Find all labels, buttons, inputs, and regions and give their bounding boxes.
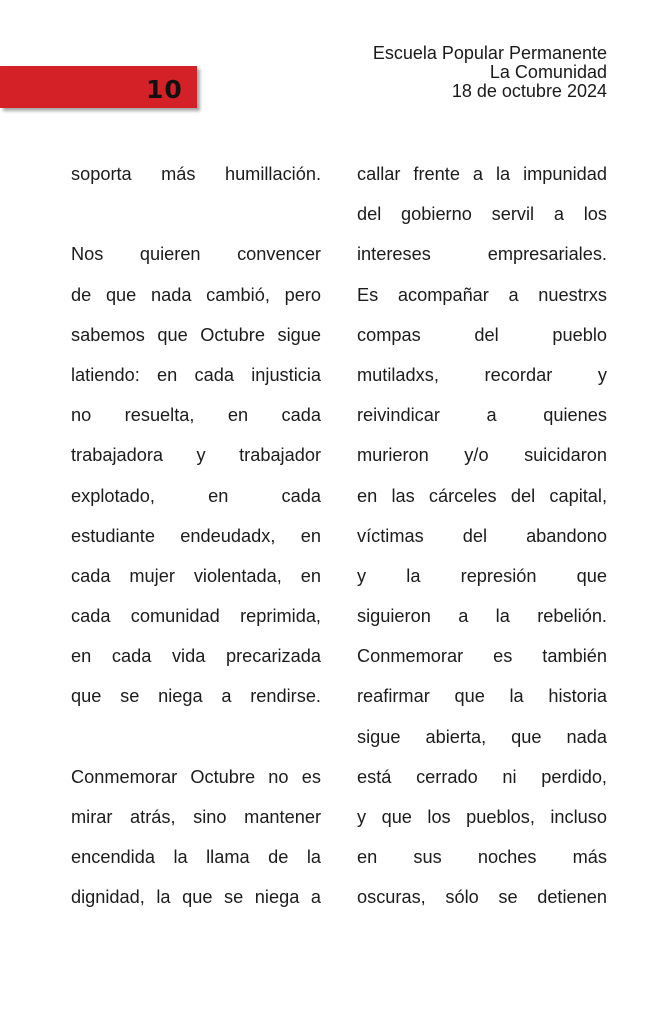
text-line: compas del pueblo: [357, 324, 607, 345]
text-line: está cerrado ni perdido,: [357, 766, 607, 787]
text-line: dignidad, la que se niega a: [71, 887, 321, 908]
text-line: siguieron a la rebelión.: [357, 606, 607, 627]
text-line: Nos quieren convencer: [71, 244, 321, 265]
paragraph-break: [71, 717, 321, 757]
text-line: Conmemorar es también: [357, 646, 607, 667]
text-line: no resuelta, en cada: [71, 405, 321, 426]
text-line: trabajadora y trabajador: [71, 445, 321, 466]
text-line: callar frente a la impunidad: [357, 164, 607, 184]
header-publication: La Comunidad: [489, 62, 607, 82]
text-line: latiendo: en cada injusticia: [71, 364, 321, 385]
text-line: reivindicar a quienes: [357, 405, 607, 426]
text-line: cada mujer violentada, en: [71, 565, 321, 586]
text-line: Es acompañar a nuestrxs: [357, 284, 607, 305]
text-line: Conmemorar Octubre no es: [71, 766, 321, 787]
text-line: que se niega a rendirse.: [71, 686, 321, 707]
text-line: sabemos que Octubre sigue: [71, 324, 321, 345]
text-line: en las cárceles del capital,: [357, 485, 607, 506]
text-line: y que los pueblos, incluso: [357, 807, 607, 827]
left-text-column: [71, 154, 321, 918]
text-line: mirar atrás, sino mantener: [71, 807, 321, 827]
text-line: sigue abierta, que nada: [357, 726, 607, 747]
text-line: reafirmar que la historia: [357, 686, 607, 707]
text-line: y la represión que: [357, 565, 607, 586]
text-line: explotado, en cada: [71, 485, 321, 506]
page-number: 10: [146, 75, 183, 104]
text-line: oscuras, sólo se detienen: [357, 887, 607, 908]
right-text-column: [357, 154, 607, 918]
text-line: intereses empresariales.: [357, 244, 607, 265]
running-header: [373, 44, 607, 101]
text-line: en cada vida precarizada: [71, 646, 321, 667]
paragraph-break: [71, 194, 321, 234]
text-line: en sus noches más: [357, 847, 607, 868]
text-line: estudiante endeudadx, en: [71, 525, 321, 546]
header-organization: Escuela Popular Permanente: [372, 43, 607, 63]
text-line: víctimas del abandono: [357, 525, 607, 546]
text-line: mutiladxs, recordar y: [357, 364, 607, 385]
text-line: cada comunidad reprimida,: [71, 606, 321, 627]
header-date: 18 de octubre 2024: [451, 81, 607, 101]
text-line: de que nada cambió, pero: [71, 284, 321, 305]
text-line: soporta más humillación.: [71, 164, 321, 184]
text-line: murieron y/o suicidaron: [357, 445, 607, 466]
text-line: del gobierno servil a los: [357, 204, 607, 225]
text-line: encendida la llama de la: [71, 847, 321, 868]
